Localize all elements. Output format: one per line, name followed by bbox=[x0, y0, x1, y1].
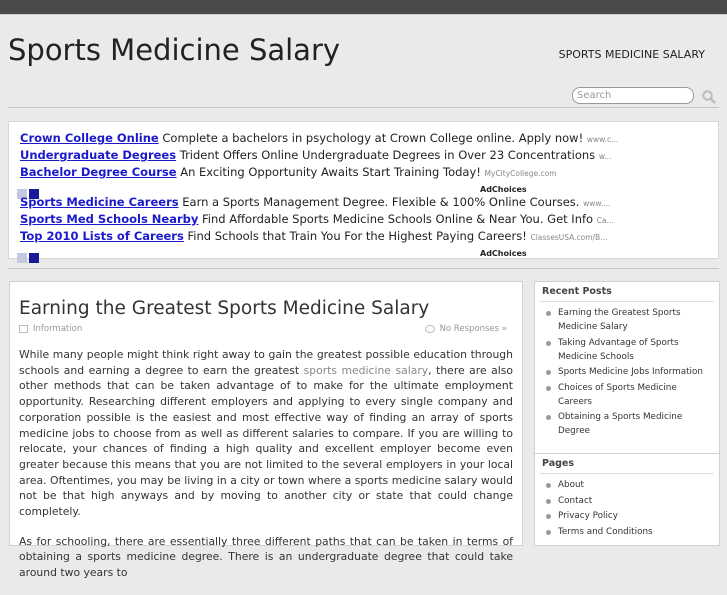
ad-text: Earn a Sports Management Degree. Flexible & 100% Online Courses. bbox=[182, 195, 580, 209]
recent-post-link[interactable]: Obtaining a Sports Medicine Degree bbox=[544, 410, 709, 438]
ad-nav bbox=[17, 248, 41, 267]
site-description: SPORTS MEDICINE SALARY bbox=[558, 48, 705, 61]
widget-divider bbox=[540, 473, 714, 474]
content-divider bbox=[8, 268, 719, 269]
ad-title-link[interactable]: Crown College Online bbox=[20, 131, 159, 145]
page-link-terms[interactable]: Terms and Conditions bbox=[544, 525, 709, 539]
ad-text: Trident Offers Online Undergraduate Degrees in Over 23 Concentrations bbox=[179, 148, 596, 162]
keyword-link[interactable]: sports medicine salary bbox=[303, 363, 429, 377]
page-link-about[interactable]: About bbox=[544, 478, 709, 492]
folder-icon bbox=[19, 325, 28, 333]
ad-url[interactable]: MyCityCollege.com bbox=[484, 169, 557, 178]
ad-url[interactable]: www.c... bbox=[586, 135, 619, 144]
adchoices-link[interactable]: AdChoices bbox=[480, 185, 527, 194]
search-input[interactable]: Search bbox=[572, 87, 694, 104]
comment-icon bbox=[425, 325, 435, 333]
adchoices-link[interactable]: AdChoices bbox=[480, 249, 527, 258]
post-body bbox=[19, 347, 513, 595]
widget-title: Pages bbox=[542, 458, 575, 469]
ad-prev-button[interactable] bbox=[17, 253, 27, 263]
ad-url[interactable]: ClassesUSA.com/B... bbox=[530, 233, 608, 242]
ad-text: Complete a bachelors in psychology at Crown College online. Apply now! bbox=[162, 131, 584, 145]
ad-title-link[interactable]: Top 2010 Lists of Careers bbox=[20, 229, 184, 243]
ad-text: An Exciting Opportunity Awaits Start Training Today! bbox=[180, 165, 481, 179]
recent-posts-widget bbox=[534, 281, 720, 455]
ad-title-link[interactable]: Undergraduate Degrees bbox=[20, 148, 177, 162]
page-link-privacy[interactable]: Privacy Policy bbox=[544, 509, 709, 523]
recent-post-link[interactable]: Choices of Sports Medicine Careers bbox=[544, 381, 709, 409]
ad-item[interactable] bbox=[20, 131, 619, 145]
post bbox=[9, 281, 523, 580]
ad-url[interactable]: Ca... bbox=[596, 216, 614, 225]
ad-item[interactable] bbox=[20, 148, 612, 162]
search-icon[interactable] bbox=[702, 90, 716, 104]
browser-top-bar bbox=[0, 0, 727, 14]
ad-text: Find Schools that Train You For the Highest Paying Careers! bbox=[187, 229, 527, 243]
ad-item[interactable] bbox=[20, 195, 611, 209]
ad-text: Find Affordable Sports Medicine Schools Online & Near You. Get Info bbox=[202, 212, 594, 226]
recent-posts-list bbox=[544, 306, 709, 440]
ad-title-link[interactable]: Sports Med Schools Nearby bbox=[20, 212, 199, 226]
page-link-contact[interactable]: Contact bbox=[544, 494, 709, 508]
ad-url[interactable]: w... bbox=[598, 152, 612, 161]
post-text: While many people might think right away to gain the greatest possible education through schools and earning a degree to earn the greatest bbox=[19, 348, 513, 377]
site-title[interactable]: Sports Medicine Salary bbox=[8, 33, 341, 67]
post-paragraph bbox=[19, 347, 513, 520]
ad-item[interactable] bbox=[20, 229, 608, 243]
page bbox=[0, 14, 727, 580]
post-category-link[interactable]: Information bbox=[33, 324, 83, 334]
ad-block bbox=[8, 121, 719, 259]
ad-item[interactable] bbox=[20, 212, 614, 226]
widget-divider bbox=[540, 301, 714, 302]
ad-title-link[interactable]: Bachelor Degree Course bbox=[20, 165, 177, 179]
post-title[interactable]: Earning the Greatest Sports Medicine Salary bbox=[19, 298, 430, 319]
header-divider bbox=[8, 107, 719, 108]
recent-post-link[interactable]: Sports Medicine Jobs Information bbox=[544, 365, 709, 379]
pages-widget bbox=[534, 453, 720, 546]
ad-next-button[interactable] bbox=[29, 253, 39, 263]
recent-post-link[interactable]: Taking Advantage of Sports Medicine Schools bbox=[544, 336, 709, 364]
recent-post-link[interactable]: Earning the Greatest Sports Medicine Salary bbox=[544, 306, 709, 334]
ad-url[interactable]: www.... bbox=[583, 199, 611, 208]
post-paragraph: As for schooling, there are essentially three different paths that can be taken in terms of obtaining a sports medicine degree. There is an undergraduate degree that could take around two years to bbox=[19, 534, 513, 580]
post-meta bbox=[19, 324, 513, 336]
ad-title-link[interactable]: Sports Medicine Careers bbox=[20, 195, 179, 209]
ad-item[interactable] bbox=[20, 165, 557, 179]
post-responses-link[interactable]: No Responses » bbox=[439, 324, 507, 334]
post-text: , there are also other methods that can be taken advantage of to make for the ultimate employment opportunity. Researching different employers and applying to every single company and corporation possible is the easiest and most effective way of finding an array of sports medicine jobs to choose from as well as different salaries to compare. If you are willing to relocate, your chances of finding a high quality and excellent employer become even greater because this means that you are not limited to the several employers in your local area. Oftentimes, you may be living in a city or town where a sports medicine salary would not be that high anyways and by moving to another city or state that could change completely. bbox=[19, 363, 513, 519]
widget-title: Recent Posts bbox=[542, 286, 612, 297]
pages-list bbox=[544, 478, 709, 540]
